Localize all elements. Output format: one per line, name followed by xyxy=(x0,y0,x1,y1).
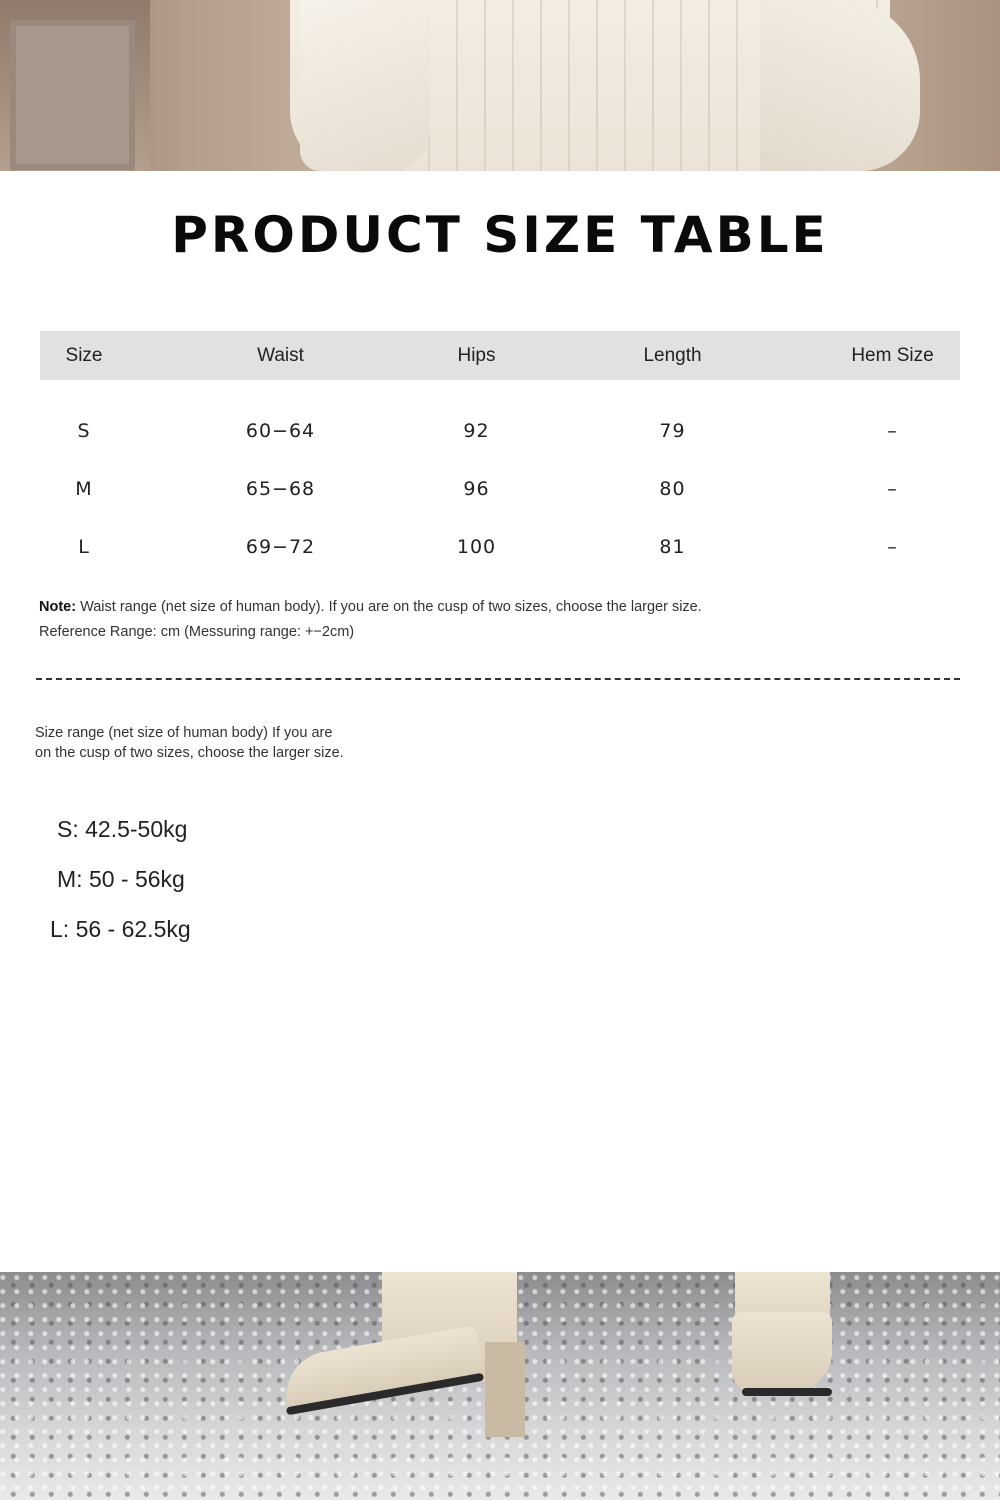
top-product-photo xyxy=(0,0,1000,171)
cell-hips: 92 xyxy=(463,420,490,442)
page-title: PRODUCT SIZE TABLE xyxy=(171,206,829,264)
cell-hips: 96 xyxy=(463,478,490,500)
cell-hips: 100 xyxy=(456,536,497,558)
note-label: Note: xyxy=(39,599,77,615)
cell-size: L xyxy=(78,536,90,558)
size-info-panel xyxy=(0,171,1000,1272)
cell-waist: 60−64 xyxy=(245,420,316,442)
cell-hem-size: – xyxy=(887,536,898,558)
weight-range-m: M: 50 - 56kg xyxy=(57,866,185,892)
cell-hem-size: – xyxy=(887,478,898,500)
cell-waist: 65−68 xyxy=(245,478,316,500)
column-header-waist: Waist xyxy=(257,344,304,366)
cell-length: 80 xyxy=(659,478,686,500)
column-header-length: Length xyxy=(643,344,702,366)
size-table xyxy=(40,331,960,576)
bottom-boots-photo xyxy=(0,1272,1000,1500)
column-header-hips: Hips xyxy=(457,344,496,366)
dashed-divider xyxy=(36,678,960,680)
table-row xyxy=(40,518,960,576)
measurement-note xyxy=(39,595,702,645)
cell-length: 81 xyxy=(659,536,686,558)
note-text: Waist range (net size of human body). If you are on the cusp of two sizes, choose the larger size. xyxy=(80,599,702,615)
size-range-line-1: Size range (net size of human body) If you are xyxy=(35,725,333,741)
table-header-row xyxy=(40,331,960,380)
weight-range-l: L: 56 - 62.5kg xyxy=(50,916,191,942)
table-row xyxy=(40,402,960,460)
note-line xyxy=(39,595,702,620)
cell-size: S xyxy=(77,420,91,442)
weight-range-s: S: 42.5-50kg xyxy=(57,816,188,842)
column-header-hem-size: Hem Size xyxy=(851,344,934,366)
cell-waist: 69−72 xyxy=(245,536,316,558)
reference-range-text: Reference Range: cm (Messuring range: +−2cm) xyxy=(39,624,355,640)
size-range-line-2: on the cusp of two sizes, choose the larger size. xyxy=(35,745,344,761)
table-row xyxy=(40,460,960,518)
cell-length: 79 xyxy=(659,420,686,442)
size-range-intro xyxy=(35,723,395,763)
cell-hem-size: – xyxy=(887,420,898,442)
cell-size: M xyxy=(75,478,93,500)
column-header-size: Size xyxy=(65,344,103,366)
